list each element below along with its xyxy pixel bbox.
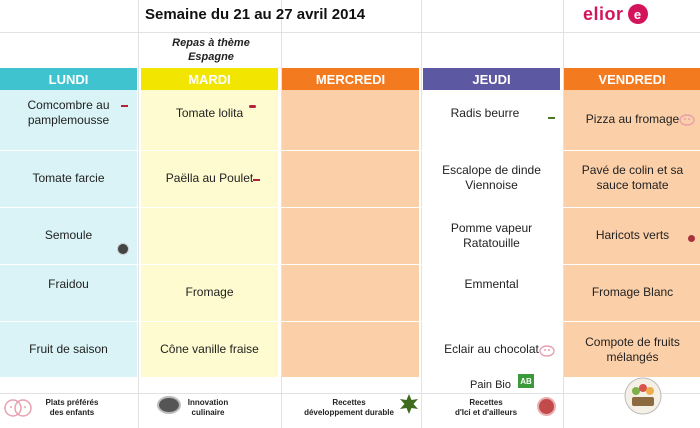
pain-bio-label: Pain Bio (470, 379, 511, 391)
legend-label (288, 398, 410, 418)
grid-line (138, 0, 139, 428)
legend-line: Innovation (187, 398, 229, 407)
globe-icon (688, 235, 695, 242)
theme-line-1: Repas à thème (172, 37, 250, 49)
row-divider (0, 150, 700, 151)
menu-item: Pavé de colin et sa sauce tomate (581, 163, 684, 192)
red-mark-icon (249, 105, 256, 108)
kids-face-icon (679, 114, 695, 126)
day-header-mercredi: MERCREDI (282, 68, 419, 90)
menu-item: Fromage (185, 284, 234, 299)
elior-logo (583, 2, 667, 26)
menu-item: Haricots verts (595, 227, 670, 242)
red-mark-icon (253, 179, 260, 181)
menu-item: Pomme vapeur Ratatouille (450, 221, 533, 250)
menu-item: Tomate lolita (175, 105, 244, 120)
menu-item: Comcombre au pamplemousse (27, 98, 110, 127)
row-divider (0, 321, 700, 322)
column-mercredi (282, 68, 419, 377)
legend-line: Recettes (469, 398, 503, 407)
menu-item: Fruit de saison (29, 341, 108, 356)
legend-line: Recettes (332, 398, 366, 407)
chef-bowl-icon (117, 243, 129, 255)
red-mark-icon (121, 105, 128, 107)
legend-line: d'Ici et d'ailleurs (454, 408, 518, 417)
menu-item: Cône vanille fraise (160, 341, 259, 356)
day-header-lundi: LUNDI (0, 68, 137, 90)
legend-label (32, 398, 112, 418)
grid-line (0, 393, 700, 394)
row-divider (0, 207, 700, 208)
grid-line (421, 0, 422, 428)
logo-mark-icon: e (628, 4, 648, 24)
logo-text: elior (583, 3, 624, 24)
day-header-mardi: MARDI (141, 68, 278, 90)
menu-item: Paëlla au Poulet (165, 170, 254, 185)
theme-line-2: Espagne (188, 51, 234, 63)
menu-item: Fromage Blanc (591, 284, 674, 299)
menu-item: Radis beurre (450, 105, 520, 120)
legend-line: culinaire (191, 408, 225, 417)
menu-item: Semoule (44, 227, 93, 242)
menu-item: Emmental (464, 276, 519, 291)
legend-line: des enfants (49, 408, 95, 417)
menu-item: Escalope de dinde Viennoise (442, 163, 541, 192)
row-divider (0, 264, 700, 265)
legend-label (178, 398, 238, 418)
green-star-icon (398, 393, 420, 415)
green-mark-icon (548, 117, 555, 119)
menu-item: Compote de fruits mélangés (585, 335, 680, 364)
basket-logo-icon (624, 377, 662, 415)
ab-badge-icon: AB (518, 374, 534, 388)
grid-line (0, 32, 700, 33)
theme-note (143, 36, 279, 64)
legend-line: Plats préférés (45, 398, 99, 407)
menu-item: Eclair au chocolat (444, 341, 539, 356)
kids-face-icon (3, 396, 33, 420)
day-header-jeudi: JEUDI (423, 68, 560, 90)
globe-icon (537, 397, 556, 416)
menu-item: Pizza au fromage (585, 111, 680, 126)
legend-line: développement durable (304, 408, 394, 417)
page-title: Semaine du 21 au 27 avril 2014 (145, 6, 366, 23)
legend-label (440, 398, 532, 418)
kids-face-icon (539, 345, 555, 357)
menu-item: Fraidou (48, 276, 89, 291)
menu-item: Tomate farcie (32, 170, 105, 185)
day-header-vendredi: VENDREDI (564, 68, 700, 90)
